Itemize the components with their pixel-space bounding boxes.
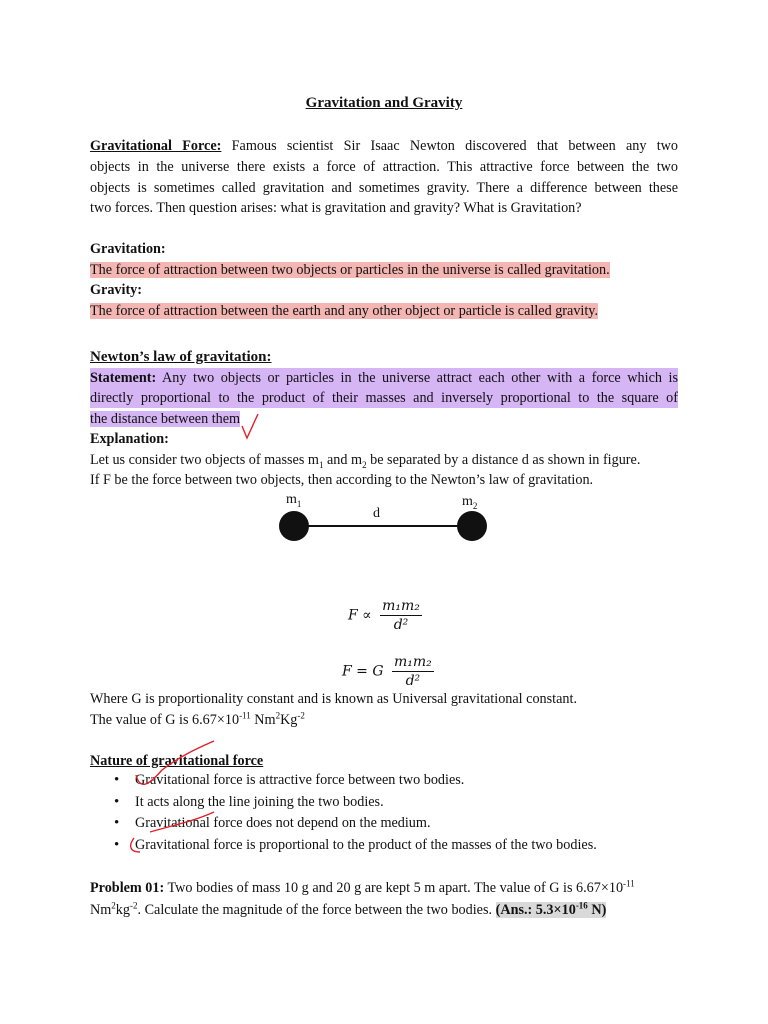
explanation-sub-2: 2 [362,459,367,470]
formula-2-numerator: m₁m₂ [393,654,432,670]
pen-stroke-3 [131,838,140,852]
checkmark-icon [242,414,258,438]
mass-2-sub: 2 [472,500,478,511]
list-item: • Gravitational force is proportional to the product of the masses of the two bodies. [114,835,597,857]
nature-heading: Nature of gravitational force [90,753,264,769]
formula-2-lhs: F = G [342,663,384,680]
list-item: • Gravitational force is attractive force between two bodies. [114,770,597,792]
explanation-text-c: be separated by a distance d as shown in figure. [366,452,641,468]
list-item: • Gravitational force does not depend on the medium. [114,813,597,835]
explanation-sub-1: 1 [318,459,324,470]
intro-line-4: two forces. Then question arises: what is gravitation and gravity? What is Gravitation? [90,200,582,216]
mass-2-letter: m [462,494,473,509]
page-title: Gravitation and Gravity [305,95,463,111]
list-item: • It acts along the line joining the two bodies. [114,792,597,814]
explanation-text-a: Let us consider two objects of masses m [90,452,319,468]
formula-1-denominator: d² [393,617,409,633]
mass-1-letter: m [286,492,297,507]
answer-text-a: (Ans.: 5.3×10 [495,902,576,918]
explanation-label: Explanation: [90,431,169,447]
formula-1-lhs: F ∝ [348,607,372,624]
gravitation-definition: The force of attraction between two objects or particles in the universe is called gravitation. [90,262,610,278]
gravity-definition: The force of attraction between the earth and any other object or particle is called gravity. [90,303,599,319]
constant-exp-3: -2 [297,710,305,721]
formula-2-denominator: d² [405,673,421,689]
intro-text-1: Famous scientist Sir Isaac Newton discovered that between any two [231,138,678,154]
problem-text-2a: Nm [90,902,112,918]
problem-label: Problem 01: [90,880,165,896]
answer-exp: -16 [575,900,588,911]
problem-text-1: Two bodies of mass 10 g and 20 g are kept 5 m apart. The value of G is 6.67×10 [164,880,624,896]
gravitation-label: Gravitation: [90,241,166,257]
statement-text-3: the distance between them [90,411,241,427]
intro-line-3: objects is sometimes called gravitation and sometimes gravity. There a difference between these [90,180,678,196]
mass-1-sub: 1 [296,498,302,509]
problem-exp-3: -2 [129,900,138,911]
problem-text-2c: . Calculate the magnitude of the force between the two bodies. [137,902,496,918]
constant-exp-1: -11 [239,710,251,721]
gravity-label: Gravity: [90,282,143,298]
constant-value-c: Kg [280,712,298,728]
constant-value-b: Nm [250,712,276,728]
constant-line-1: Where G is proportionality constant and is known as Universal gravitational constant. [90,691,577,707]
problem-exp-1: -11 [623,878,635,889]
formula-1-numerator: m₁m₂ [382,598,420,614]
problem-text-2b: kg [115,902,130,918]
explanation-line-2: If F be the force between two objects, then according to the Newton’s law of gravitation. [90,472,594,488]
explanation-text-b: and m [323,452,363,468]
pen-stroke-1 [136,741,214,784]
statement-label: Statement: [90,370,157,386]
statement-text-1: Any two objects or particles in the universe attract each other with a force which is [161,370,678,386]
intro-label: Gravitational Force: [90,138,222,154]
distance-label: d [373,506,380,521]
intro-line-2: objects in the universe there exists a force of attraction. This attractive force between the two [90,159,678,175]
answer-text-b: N) [587,902,607,918]
pen-stroke-2 [150,812,214,832]
constant-value-a: The value of G is 6.67×10 [90,712,240,728]
law-statement-line-2: directly proportional to the product of their masses and inversely proportional to the square of [90,390,678,406]
law-heading: Newton’s law of gravitation: [90,349,272,365]
constant-exp-2: 2 [275,710,281,721]
problem-exp-2: 2 [111,900,116,911]
